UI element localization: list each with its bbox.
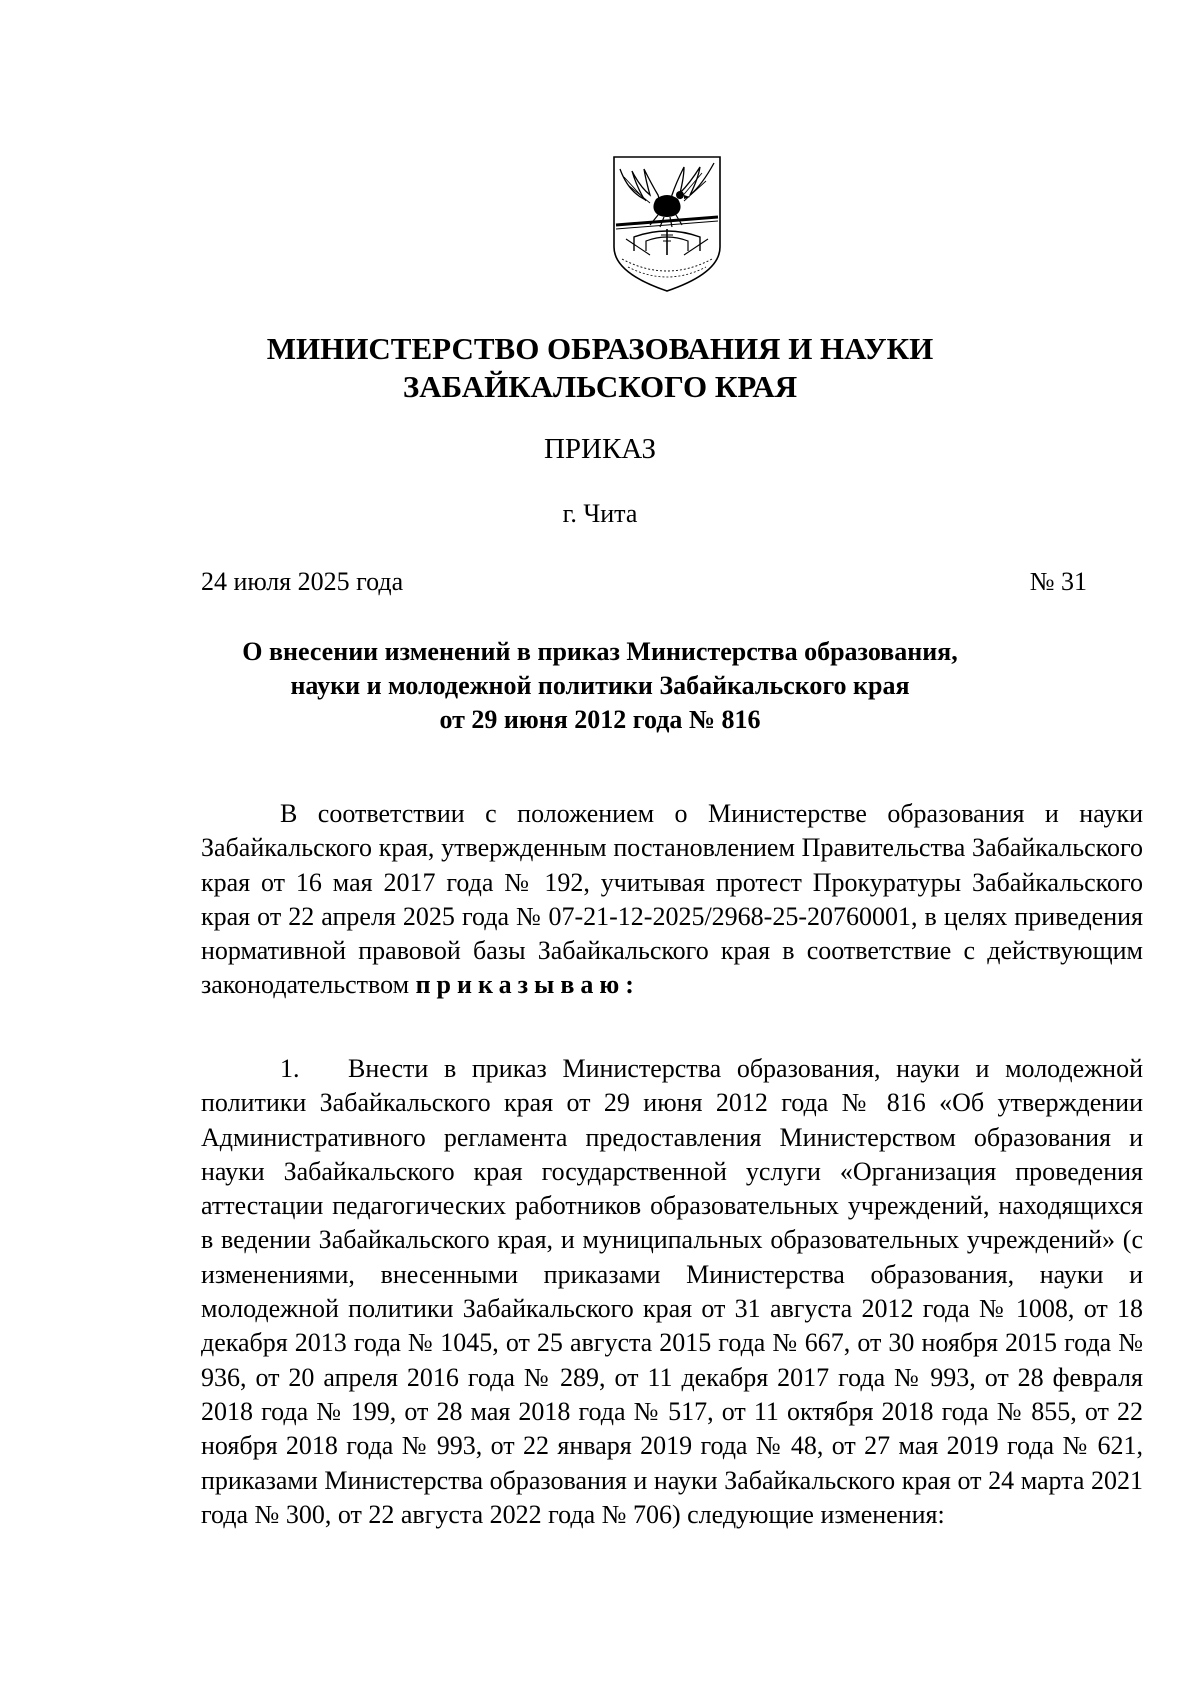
preamble-paragraph [201, 797, 1143, 1003]
subject-line2: науки и молодежной политики Забайкальского края [290, 671, 910, 700]
order-number: № 31 [1029, 567, 1087, 596]
item-1-text: Внести в приказ Министерства образования, науки и молодежной политики Забайкальского края от 29 июня 2012 года № 816 «Об утверждении Административного регламента предоставления Министерством образования и науки Забайкальского края государственной услуги «Организация проведения аттестации педагогических работников образовательных учреждений, находящихся в ведении Забайкальского края, и муниципальных образовательных учреждений» (с изменениями, внесенными приказами Министерства образования, науки и молодежной политики Забайкальского края от 31 августа 2012 года № 1008, от 18 декабря 2013 года № 1045, от 25 августа 2015 года № 667, от 30 ноября 2015 года № 936, от 20 апреля 2016 года № 289, от 11 декабря 2017 года № 993, от 28 февраля 2018 года № 199, от 28 мая 2018 года № 517, от 11 октября 2018 года № 855, от 22 ноября 2018 года № 993, от 22 января 2019 года № 48, от 27 мая 2019 года № 621, приказами Министерства образования и науки Забайкальского края от 24 марта 2021 года № 300, от 22 августа 2022 года № 706) следующие изменения: [201, 1054, 1143, 1529]
coat-of-arms-icon [606, 155, 728, 295]
ministry-name-line2: ЗАБАЙКАЛЬСКОГО КРАЯ [402, 369, 798, 404]
document-type: ПРИКАЗ [543, 433, 657, 465]
preamble-text: В соответствии с положением о Министерстве образования и науки Забайкальского края, утвержденным постановлением Правительства Забайкальского края от 16 мая 2017 года № 192, учитывая протест Прокуратуры Забайкальского края от 22 апреля 2025 года № 07-21-12-2025/2968-25-20760001, в целях приведения нормативной правовой базы Забайкальского края в соответствие с действующим законодательством [201, 799, 1143, 1000]
order-date: 24 июля 2025 года [201, 567, 404, 596]
subject-line3: от 29 июня 2012 года № 816 [439, 705, 761, 734]
ministry-name-line1: МИНИСТЕРСТВО ОБРАЗОВАНИЯ И НАУКИ [266, 331, 934, 366]
item-1-paragraph [201, 1052, 1143, 1532]
ministry-name [0, 330, 1200, 406]
order-keyword: приказываю: [415, 970, 640, 1000]
city: г. Чита [562, 499, 638, 528]
subject-line1: О внесении изменений в приказ Министерства образования, [242, 637, 958, 666]
item-1-number: 1. [280, 1054, 300, 1083]
order-subject [0, 635, 1200, 737]
